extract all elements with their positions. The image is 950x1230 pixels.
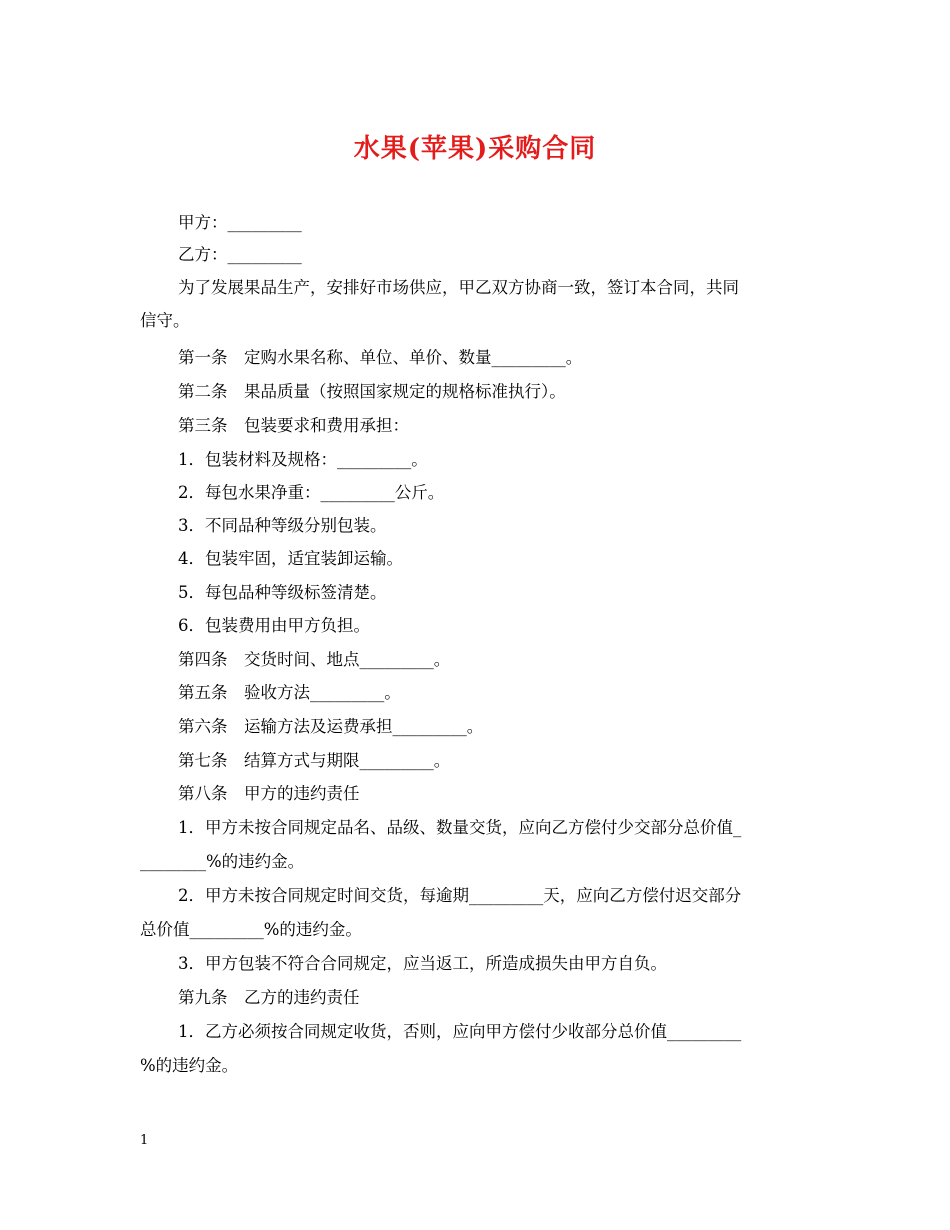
article-9: 第九条 乙方的违约责任 <box>178 988 360 1007</box>
article-3-item-2: 2．每包水果净重：_________公斤。 <box>178 483 445 502</box>
article-3-item-5: 5．每包品种等级标签清楚。 <box>178 583 387 602</box>
article-8: 第八条 甲方的违约责任 <box>178 784 360 803</box>
article-4: 第四条 交货时间、地点_________。 <box>178 650 451 669</box>
article-2: 第二条 果品质量（按照国家规定的规格标准执行）。 <box>178 382 566 401</box>
document-title: 水果(苹果)采购合同 <box>353 134 597 164</box>
article-1: 第一条 定购水果名称、单位、单价、数量_________。 <box>178 348 583 367</box>
preamble-line-1: 为了发展果品生产，安排好市场供应，甲乙双方协商一致，签订本合同，共同 <box>178 278 739 297</box>
article-3: 第三条 包装要求和费用承担： <box>178 416 409 435</box>
article-8-item-2-line-2: 总价值_________%的违约金。 <box>140 920 362 939</box>
article-8-item-3: 3．甲方包装不符合合同规定，应当返工，所造成损失由甲方自负。 <box>178 954 667 973</box>
party-b-line: 乙方：_________ <box>178 245 302 264</box>
article-8-item-2-line-1: 2．甲方未按合同规定时间交货，每逾期_________天，应向乙方偿付迟交部分 <box>178 886 742 905</box>
article-8-item-1-line-2: ________%的违约金。 <box>140 852 305 871</box>
article-7: 第七条 结算方式与期限_________。 <box>178 751 451 770</box>
article-6: 第六条 运输方法及运费承担_________。 <box>178 717 484 736</box>
article-3-item-6: 6．包装费用由甲方负担。 <box>178 616 370 635</box>
article-3-item-1: 1．包装材料及规格：_________。 <box>178 450 428 469</box>
article-8-item-1-line-1: 1．甲方未按合同规定品名、品级、数量交货，应向乙方偿付少交部分总价值_ <box>178 818 742 837</box>
page-number: 1 <box>140 1133 149 1148</box>
article-9-item-1-line-2: %的违约金。 <box>140 1056 239 1075</box>
article-9-item-1-line-1: 1．乙方必须按合同规定收货，否则，应向甲方偿付少收部分总价值_________ <box>178 1022 742 1041</box>
party-a-line: 甲方：_________ <box>178 213 302 232</box>
article-3-item-4: 4．包装牢固，适宜装卸运输。 <box>178 549 403 568</box>
article-3-item-3: 3．不同品种等级分别包装。 <box>178 516 387 535</box>
article-5: 第五条 验收方法_________。 <box>178 683 401 702</box>
preamble-line-2: 信守。 <box>140 311 190 330</box>
